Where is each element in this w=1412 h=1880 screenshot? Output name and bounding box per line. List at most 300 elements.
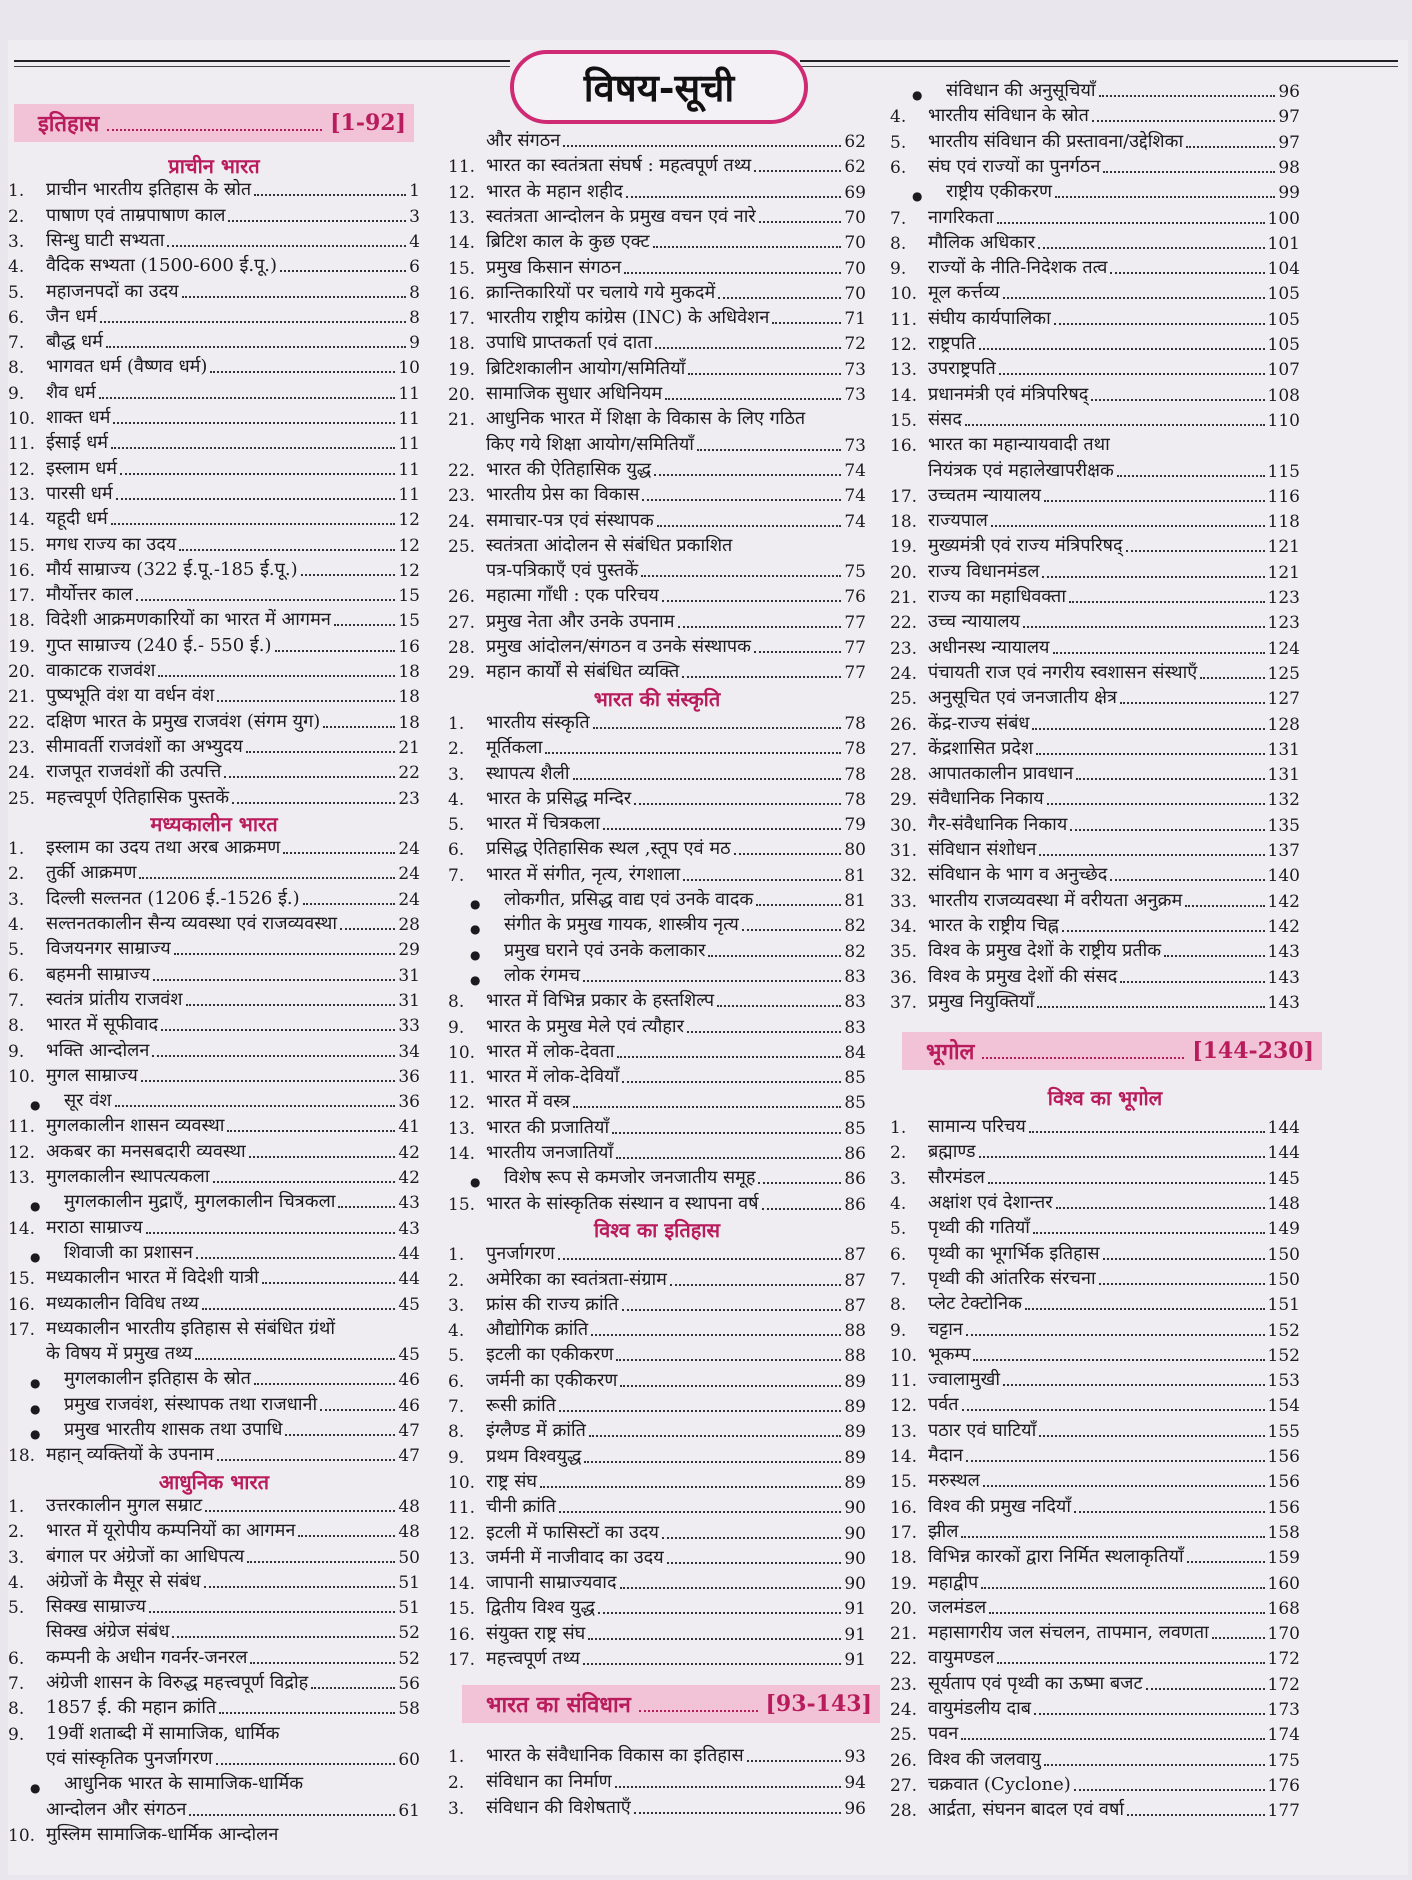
entry-title: विश्व के प्रमुख देशों की संसद: [928, 965, 1118, 987]
toc-entry[interactable]: [890, 306, 1300, 330]
entry-number: 19.: [890, 537, 918, 558]
dot-leader: [1047, 803, 1265, 805]
entry-page: 86: [844, 1194, 866, 1215]
toc-entry[interactable]: [890, 1671, 1300, 1695]
toc-entry[interactable]: [8, 304, 420, 328]
toc-entry[interactable]: [890, 205, 1300, 229]
dot-leader: [1185, 905, 1264, 907]
toc-entry[interactable]: [448, 1418, 866, 1442]
entry-title: भारत में सूफीवाद: [46, 1014, 159, 1036]
toc-entry[interactable]: [890, 129, 1300, 153]
toc-entry[interactable]: [890, 1418, 1300, 1442]
entry-page: 1: [409, 181, 420, 202]
dot-leader: [762, 1208, 842, 1210]
toc-entry[interactable]: [890, 609, 1300, 633]
toc-entry[interactable]: [8, 1695, 420, 1719]
toc-entry[interactable]: [448, 887, 866, 911]
toc-entry[interactable]: [448, 1039, 866, 1063]
entry-number: 26.: [890, 714, 918, 735]
toc-entry[interactable]: [448, 963, 866, 987]
entry-number: 9.: [8, 1724, 25, 1745]
toc-entry[interactable]: [890, 685, 1300, 709]
entry-title: आन्दोलन और संगठन: [46, 1798, 187, 1820]
toc-entry[interactable]: [890, 1797, 1300, 1821]
dot-leader: [678, 626, 842, 628]
toc-entry[interactable]: [890, 1494, 1300, 1518]
toc-entry[interactable]: [890, 78, 1300, 102]
toc-entry[interactable]: [448, 583, 866, 607]
toc-entry[interactable]: [8, 683, 420, 707]
toc-entry[interactable]: [448, 1089, 866, 1113]
toc-entry[interactable]: [448, 508, 866, 532]
dot-leader: [634, 803, 841, 805]
toc-entry[interactable]: [448, 179, 866, 203]
toc-entry[interactable]: [448, 1595, 866, 1619]
toc-entry[interactable]: [890, 1317, 1300, 1341]
entry-title: स्वतंत्रता आंदोलन से संबंधित प्रकाशित: [486, 534, 733, 556]
toc-entry[interactable]: [890, 913, 1300, 937]
toc-entry[interactable]: [890, 407, 1300, 431]
entry-page: 88: [844, 1346, 866, 1367]
toc-entry[interactable]: [8, 1012, 420, 1036]
toc-entry[interactable]: [8, 177, 420, 201]
toc-entry[interactable]: [8, 1139, 420, 1163]
toc-entry[interactable]: [448, 609, 866, 633]
toc-entry[interactable]: [890, 761, 1300, 785]
toc-entry[interactable]: [448, 1292, 866, 1316]
toc-entry[interactable]: [448, 1191, 866, 1215]
toc-entry[interactable]: [8, 532, 420, 556]
entry-title: विजयनगर साम्राज्य: [46, 938, 171, 960]
entry-number: 9.: [448, 1447, 465, 1468]
entry-page: 18: [398, 687, 420, 708]
entry-title: संयुक्त राष्ट्र संघ: [486, 1622, 586, 1644]
toc-entry[interactable]: [8, 279, 420, 303]
entry-title: भागवत धर्म (वैष्णव धर्म): [46, 356, 208, 378]
toc-entry[interactable]: [8, 1316, 420, 1340]
toc-entry[interactable]: [8, 962, 420, 986]
entry-number: 9.: [448, 1017, 465, 1038]
entry-title: भारत के सांस्कृतिक संस्थान व स्थापना वर्ष: [486, 1192, 759, 1214]
toc-entry[interactable]: [448, 153, 866, 177]
toc-entry[interactable]: [8, 1164, 420, 1188]
toc-entry[interactable]: [448, 1469, 866, 1493]
entry-page: 36: [398, 1092, 420, 1113]
toc-entry[interactable]: [448, 1014, 866, 1038]
toc-entry[interactable]: [8, 203, 420, 227]
toc-entry[interactable]: [890, 660, 1300, 684]
entry-number: 2.: [448, 1773, 465, 1794]
toc-entry[interactable]: [890, 989, 1300, 1013]
entry-page: 115: [1267, 461, 1300, 482]
toc-entry[interactable]: [890, 508, 1300, 532]
entry-page: 48: [398, 1496, 420, 1517]
toc-entry[interactable]: [448, 356, 866, 380]
toc-entry[interactable]: [8, 456, 420, 480]
entry-page: 11: [398, 383, 420, 404]
entry-title: यहूदी धर्म: [46, 508, 108, 530]
entry-number: 5.: [8, 940, 25, 961]
toc-entry[interactable]: [448, 659, 866, 683]
entry-page: 3: [409, 206, 420, 227]
toc-entry[interactable]: [448, 1140, 866, 1164]
entry-title: भारतीय संविधान के स्रोत: [928, 105, 1089, 127]
entry-title: अंग्रेजी शासन के विरुद्ध महत्त्वपूर्ण विद्रोह: [46, 1672, 309, 1693]
toc-entry[interactable]: [8, 835, 420, 859]
entry-title: आधुनिक भारत में शिक्षा के विकास के लिए गठित: [486, 408, 806, 430]
entry-page: 91: [844, 1599, 866, 1620]
entry-page: 44: [398, 1243, 420, 1264]
toc-entry[interactable]: [448, 1545, 866, 1569]
entry-number: 18.: [8, 1446, 36, 1467]
dot-leader: [626, 196, 841, 198]
toc-entry[interactable]: [8, 1417, 420, 1441]
toc-entry[interactable]: [890, 103, 1300, 127]
toc-entry[interactable]: [890, 1165, 1300, 1189]
entry-number: 1.: [8, 839, 25, 860]
toc-entry[interactable]: [890, 1114, 1300, 1138]
toc-entry[interactable]: [8, 785, 420, 809]
entry-title: प्रमुख घराने एवं उनके कलाकार: [504, 939, 706, 961]
toc-entry[interactable]: [8, 1265, 420, 1289]
toc-entry[interactable]: [448, 482, 866, 506]
toc-entry[interactable]: [8, 1594, 420, 1618]
entry-number: 6.: [8, 965, 25, 986]
entry-title: प्रमुख आंदोलन/संगठन व उनके संस्थापक: [486, 636, 751, 657]
entry-title: महान कार्यों से संबंधित व्यक्ति: [486, 661, 680, 683]
toc-entry[interactable]: [448, 1342, 866, 1366]
toc-entry[interactable]: [890, 255, 1300, 279]
toc-entry[interactable]: [448, 432, 866, 456]
entry-page: 8: [409, 307, 420, 328]
toc-entry[interactable]: [448, 710, 866, 734]
dot-leader: [146, 1232, 396, 1234]
entry-title: ब्रह्माण्ड: [928, 1141, 976, 1163]
toc-entry[interactable]: [8, 607, 420, 631]
toc-entry[interactable]: [8, 380, 420, 404]
toc-entry[interactable]: [8, 1392, 420, 1416]
toc-entry[interactable]: [448, 1621, 866, 1645]
toc-entry[interactable]: [8, 1366, 420, 1390]
toc-entry[interactable]: [448, 1494, 866, 1518]
entry-number: 7.: [890, 1269, 907, 1290]
entry-number: 4.: [8, 1572, 25, 1593]
dot-leader: [1003, 1384, 1265, 1386]
toc-entry[interactable]: [8, 936, 420, 960]
toc-entry[interactable]: [8, 1746, 420, 1770]
entry-title: उपराष्ट्रपति: [928, 358, 996, 380]
entry-title: महान् व्यक्तियों के उपनाम: [46, 1444, 214, 1466]
entry-page: 90: [844, 1523, 866, 1544]
toc-entry[interactable]: [448, 1165, 866, 1189]
entry-title: रूसी क्रांति: [486, 1395, 556, 1416]
entry-page: 90: [844, 1548, 866, 1569]
toc-entry[interactable]: [890, 1721, 1300, 1745]
entry-number: 2.: [890, 1143, 907, 1164]
toc-entry[interactable]: [448, 128, 866, 152]
toc-entry[interactable]: [890, 1544, 1300, 1568]
entry-number: 24.: [890, 663, 918, 684]
entry-title: भूकम्प: [928, 1343, 971, 1365]
toc-entry[interactable]: [8, 860, 420, 884]
toc-entry[interactable]: [890, 938, 1300, 962]
toc-entry[interactable]: [8, 1822, 420, 1846]
toc-entry[interactable]: [8, 1645, 420, 1669]
toc-entry[interactable]: [8, 1797, 420, 1821]
entry-number: 12.: [8, 1142, 36, 1163]
toc-entry[interactable]: [448, 836, 866, 860]
toc-entry[interactable]: [890, 1595, 1300, 1619]
dot-leader: [1034, 1713, 1265, 1715]
toc-entry[interactable]: [448, 634, 866, 658]
toc-entry[interactable]: [448, 280, 866, 304]
toc-entry[interactable]: [8, 1569, 420, 1593]
entry-title: समाचार-पत्र एवं संस्थापक: [486, 509, 654, 531]
toc-entry[interactable]: [8, 886, 420, 910]
toc-entry[interactable]: [448, 1267, 866, 1291]
toc-entry[interactable]: [890, 1291, 1300, 1315]
toc-entry[interactable]: [890, 1570, 1300, 1594]
toc-entry[interactable]: [890, 432, 1300, 456]
dot-leader: [1070, 829, 1264, 831]
entry-number: 14.: [8, 1218, 36, 1239]
toc-entry[interactable]: [890, 1620, 1300, 1644]
dot-leader: [99, 397, 396, 399]
toc-entry[interactable]: [8, 1189, 420, 1213]
toc-entry[interactable]: [448, 330, 866, 354]
toc-entry[interactable]: [448, 912, 866, 936]
toc-entry[interactable]: [890, 964, 1300, 988]
entry-number: 20.: [448, 385, 476, 405]
toc-entry[interactable]: [448, 558, 866, 582]
toc-entry[interactable]: [890, 1342, 1300, 1366]
toc-entry[interactable]: [8, 228, 420, 252]
toc-entry[interactable]: [8, 354, 420, 378]
toc-entry[interactable]: [8, 430, 420, 454]
toc-entry[interactable]: [448, 305, 866, 329]
entry-title: सामाजिक सुधार अधिनियम: [486, 383, 663, 404]
toc-entry[interactable]: [8, 481, 420, 505]
toc-entry[interactable]: [8, 1063, 420, 1087]
toc-entry[interactable]: [8, 987, 420, 1011]
dot-leader: [204, 1586, 396, 1588]
toc-entry[interactable]: [890, 1190, 1300, 1214]
toc-entry[interactable]: [890, 1266, 1300, 1290]
toc-entry[interactable]: [890, 154, 1300, 178]
toc-entry[interactable]: [890, 331, 1300, 355]
toc-entry[interactable]: [8, 1291, 420, 1315]
toc-entry[interactable]: [8, 329, 420, 353]
toc-entry[interactable]: [8, 1493, 420, 1517]
toc-entry[interactable]: [890, 1241, 1300, 1265]
toc-entry[interactable]: [8, 1619, 420, 1643]
entry-page: 97: [1278, 107, 1300, 128]
entry-number: 27.: [448, 612, 476, 633]
toc-entry[interactable]: [448, 1646, 866, 1670]
toc-entry[interactable]: [890, 1367, 1300, 1391]
toc-entry[interactable]: [8, 1038, 420, 1062]
toc-entry[interactable]: [448, 1064, 866, 1088]
toc-entry[interactable]: [890, 862, 1300, 886]
dot-leader: [756, 904, 841, 906]
entry-title: स्वतंत्र प्रांतीय राजवंश: [46, 988, 183, 1010]
toc-entry[interactable]: [448, 761, 866, 785]
toc-entry[interactable]: [448, 1317, 866, 1341]
toc-entry[interactable]: [890, 533, 1300, 557]
entry-page: 151: [1267, 1295, 1300, 1316]
toc-entry[interactable]: [890, 1215, 1300, 1239]
entry-number: 15.: [890, 1472, 918, 1493]
toc-entry[interactable]: [448, 786, 866, 810]
top-rule-right: [800, 60, 1398, 62]
toc-entry[interactable]: [448, 1115, 866, 1139]
toc-entry[interactable]: [890, 1468, 1300, 1492]
toc-entry[interactable]: [890, 584, 1300, 608]
entry-title: भारत में वस्त्र: [486, 1091, 571, 1113]
toc-entry[interactable]: [890, 356, 1300, 380]
toc-entry[interactable]: [448, 1368, 866, 1392]
toc-entry[interactable]: [890, 736, 1300, 760]
toc-entry[interactable]: [8, 633, 420, 657]
entry-title: मराठा साम्राज्य: [46, 1216, 143, 1238]
entry-page: 144: [1267, 1143, 1300, 1164]
dot-leader: [657, 525, 842, 527]
toc-entry[interactable]: [8, 405, 420, 429]
dot-leader: [158, 675, 395, 677]
toc-entry[interactable]: [8, 1544, 420, 1568]
entry-page: 70: [844, 207, 866, 228]
toc-entry[interactable]: [448, 811, 866, 835]
entry-page: 28: [398, 915, 420, 935]
dot-leader: [654, 474, 841, 476]
dot-leader: [100, 321, 406, 323]
toc-entry[interactable]: [8, 1240, 420, 1264]
toc-entry[interactable]: [448, 1241, 866, 1265]
toc-entry[interactable]: [8, 1215, 420, 1239]
toc-entry[interactable]: [448, 229, 866, 253]
toc-entry[interactable]: [890, 837, 1300, 861]
toc-entry[interactable]: [8, 557, 420, 581]
toc-entry[interactable]: [448, 204, 866, 228]
entry-title: प्रधानमंत्री एवं मंत्रिपरिषद्: [928, 383, 1089, 405]
toc-entry[interactable]: [8, 1113, 420, 1137]
entry-page: 123: [1267, 613, 1300, 634]
toc-entry[interactable]: [8, 658, 420, 682]
toc-entry[interactable]: [8, 1518, 420, 1542]
toc-entry[interactable]: [8, 1670, 420, 1694]
toc-entry[interactable]: [8, 1771, 420, 1795]
toc-entry[interactable]: [890, 280, 1300, 304]
toc-entry[interactable]: [8, 911, 420, 935]
toc-entry[interactable]: [890, 179, 1300, 203]
toc-entry[interactable]: [890, 1139, 1300, 1163]
entry-title: आधुनिक भारत के सामाजिक-धार्मिक: [64, 1773, 304, 1795]
toc-entry[interactable]: [890, 711, 1300, 735]
entry-page: 73: [844, 385, 866, 405]
toc-entry[interactable]: [448, 1520, 866, 1544]
toc-entry[interactable]: [8, 1721, 420, 1745]
toc-entry[interactable]: [448, 381, 866, 405]
entry-title: के विषय में प्रमुख तथ्य: [46, 1343, 193, 1365]
dot-leader: [107, 115, 322, 131]
entry-page: 16: [398, 636, 420, 657]
dot-leader: [1110, 879, 1264, 881]
toc-entry[interactable]: [890, 1392, 1300, 1416]
entry-page: 51: [398, 1598, 420, 1619]
toc-entry[interactable]: [890, 888, 1300, 912]
toc-entry[interactable]: [8, 506, 420, 530]
toc-entry[interactable]: [448, 1570, 866, 1594]
entry-title: मध्यकालीन भारत में विदेशी यात्री: [46, 1267, 259, 1289]
section-label: भारत का संविधान: [486, 1692, 631, 1719]
toc-entry[interactable]: [8, 734, 420, 758]
toc-entry[interactable]: [448, 1795, 866, 1819]
toc-entry[interactable]: [448, 1769, 866, 1793]
toc-entry[interactable]: [8, 709, 420, 733]
toc-entry[interactable]: [448, 1444, 866, 1468]
bullet-icon: ●: [470, 972, 481, 987]
entry-title: मुस्लिम सामाजिक-धार्मिक आन्दोलन: [46, 1823, 279, 1845]
entry-page: 33: [398, 1016, 420, 1037]
entry-number: 2.: [448, 1270, 465, 1291]
toc-entry[interactable]: [448, 988, 866, 1012]
entry-title: प्रमुख भारतीय शासक तथा उपाधि: [64, 1419, 283, 1440]
dot-leader: [254, 1383, 396, 1385]
toc-entry[interactable]: [890, 382, 1300, 406]
toc-entry[interactable]: [448, 533, 866, 557]
toc-entry[interactable]: [890, 812, 1300, 836]
toc-entry[interactable]: [890, 1443, 1300, 1467]
entry-title: अक्षांश एवं देशान्तर: [928, 1192, 1053, 1213]
toc-entry[interactable]: [448, 1743, 866, 1767]
toc-entry[interactable]: [8, 253, 420, 277]
toc-entry[interactable]: [8, 1442, 420, 1466]
toc-entry[interactable]: [890, 1519, 1300, 1543]
toc-entry[interactable]: [448, 255, 866, 279]
toc-entry[interactable]: [890, 230, 1300, 254]
toc-entry[interactable]: [8, 582, 420, 606]
entry-title: मध्यकालीन भारतीय इतिहास से संबंधित ग्रंथों: [46, 1317, 336, 1339]
toc-entry[interactable]: [890, 1747, 1300, 1771]
dot-leader: [303, 903, 396, 905]
entry-page: 91: [844, 1650, 866, 1670]
toc-entry[interactable]: [8, 759, 420, 783]
toc-entry[interactable]: [448, 1393, 866, 1417]
toc-entry[interactable]: [890, 458, 1300, 482]
toc-entry[interactable]: [448, 735, 866, 759]
toc-entry[interactable]: [448, 938, 866, 962]
toc-entry[interactable]: [890, 635, 1300, 659]
toc-entry[interactable]: [890, 483, 1300, 507]
toc-entry[interactable]: [890, 559, 1300, 583]
toc-entry[interactable]: [890, 1645, 1300, 1669]
toc-entry[interactable]: [8, 1341, 420, 1365]
entry-title: ईसाई धर्म: [46, 432, 109, 454]
toc-entry[interactable]: [448, 862, 866, 886]
toc-entry[interactable]: [448, 406, 866, 430]
entry-number: 10.: [8, 409, 36, 429]
entry-number: 8.: [890, 1295, 907, 1316]
dot-leader: [1099, 95, 1276, 97]
toc-entry[interactable]: [890, 786, 1300, 810]
toc-entry[interactable]: [890, 1772, 1300, 1796]
toc-entry[interactable]: [890, 1696, 1300, 1720]
bullet-icon: ●: [30, 1781, 41, 1796]
toc-entry[interactable]: [8, 1088, 420, 1112]
toc-entry[interactable]: [448, 457, 866, 481]
entry-page: 74: [844, 486, 866, 507]
entry-title: पत्र-पत्रिकाएँ एवं पुस्तकें: [486, 560, 639, 582]
